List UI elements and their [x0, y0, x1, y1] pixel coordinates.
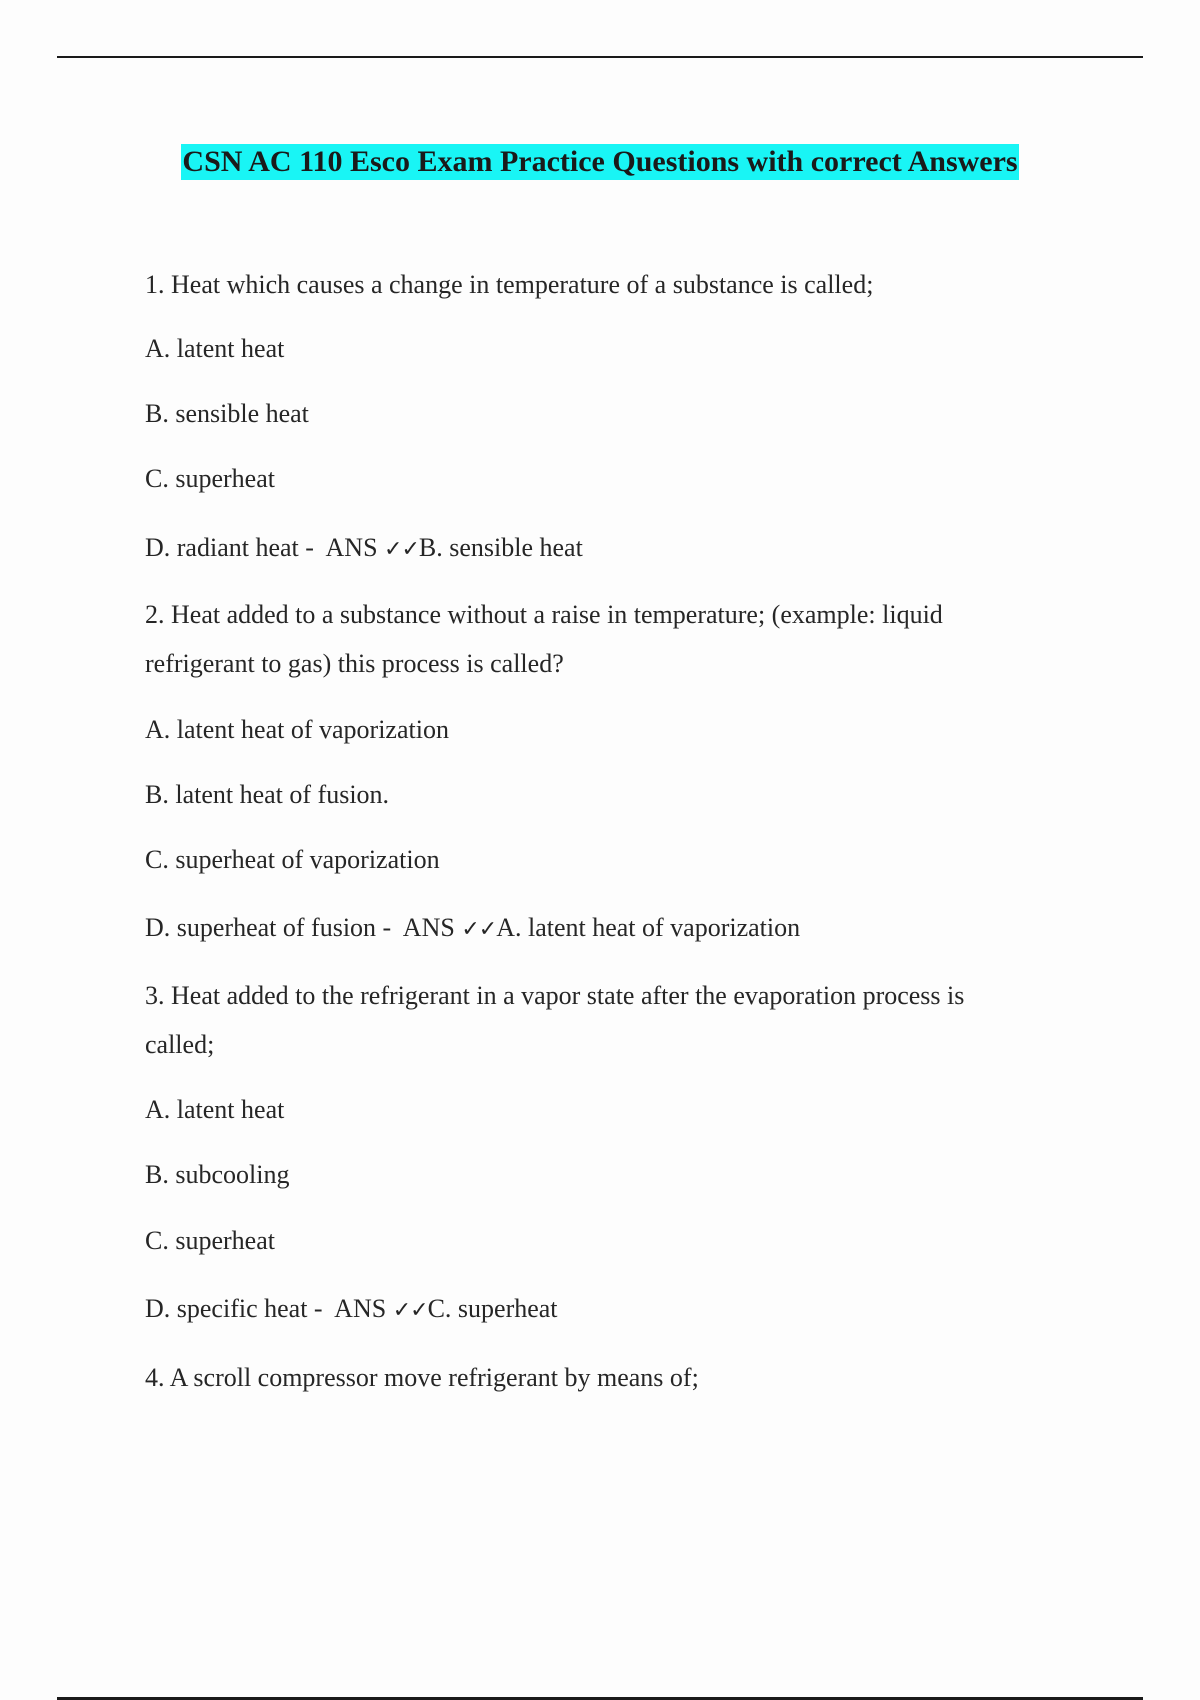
- question-2-stem-line-1: 2. Heat added to a substance without a raise in temperature; (example: liquid: [145, 600, 943, 629]
- question-2-option-c: C. superheat of vaporization: [145, 845, 440, 874]
- question-3-stem-line-1: 3. Heat added to the refrigerant in a vapor state after the evaporation process is: [145, 981, 965, 1010]
- question-2-option-d-with-answer: [145, 913, 800, 945]
- question-2-option-a: A. latent heat of vaporization: [145, 715, 449, 744]
- question-3-option-a: A. latent heat: [145, 1095, 285, 1124]
- double-check-icon: ✓✓: [384, 537, 419, 562]
- question-3-option-d-with-answer: [145, 1294, 558, 1326]
- question-1-option-d-with-answer: [145, 533, 583, 565]
- double-check-icon: ✓✓: [461, 917, 497, 942]
- question-2-option-b: B. latent heat of fusion.: [145, 780, 390, 809]
- question-3-answer: C. superheat: [427, 1294, 558, 1323]
- question-2-answer-prefix: ANS: [402, 913, 455, 942]
- question-1-option-a: A. latent heat: [145, 334, 285, 363]
- question-3-stem-line-2: called;: [145, 1030, 215, 1059]
- question-3-option-c: C. superheat: [145, 1226, 275, 1255]
- double-check-icon: ✓✓: [392, 1298, 428, 1323]
- question-1-answer-prefix: ANS: [325, 533, 378, 562]
- question-3-answer-prefix: ANS: [334, 1294, 387, 1323]
- top-rule: [57, 56, 1143, 58]
- question-2-option-d: D. superheat of fusion -: [145, 913, 392, 942]
- question-1-answer: B. sensible heat: [418, 533, 583, 562]
- question-3-option-d: D. specific heat -: [145, 1294, 323, 1323]
- question-1-option-c: C. superheat: [145, 464, 275, 493]
- question-2-answer: A. latent heat of vaporization: [496, 913, 801, 942]
- question-2-stem-line-2: refrigerant to gas) this process is called?: [145, 649, 564, 678]
- question-3-option-b: B. subcooling: [145, 1160, 290, 1189]
- question-1-option-b: B. sensible heat: [145, 399, 309, 428]
- question-1-option-d: D. radiant heat -: [145, 533, 314, 562]
- title-block: [0, 144, 1200, 180]
- question-4-stem: 4. A scroll compressor move refrigerant by means of;: [145, 1363, 699, 1392]
- document-title: CSN AC 110 Esco Exam Practice Questions with correct Answers: [182, 145, 1018, 178]
- question-1-stem: 1. Heat which causes a change in temperature of a substance is called;: [145, 270, 874, 299]
